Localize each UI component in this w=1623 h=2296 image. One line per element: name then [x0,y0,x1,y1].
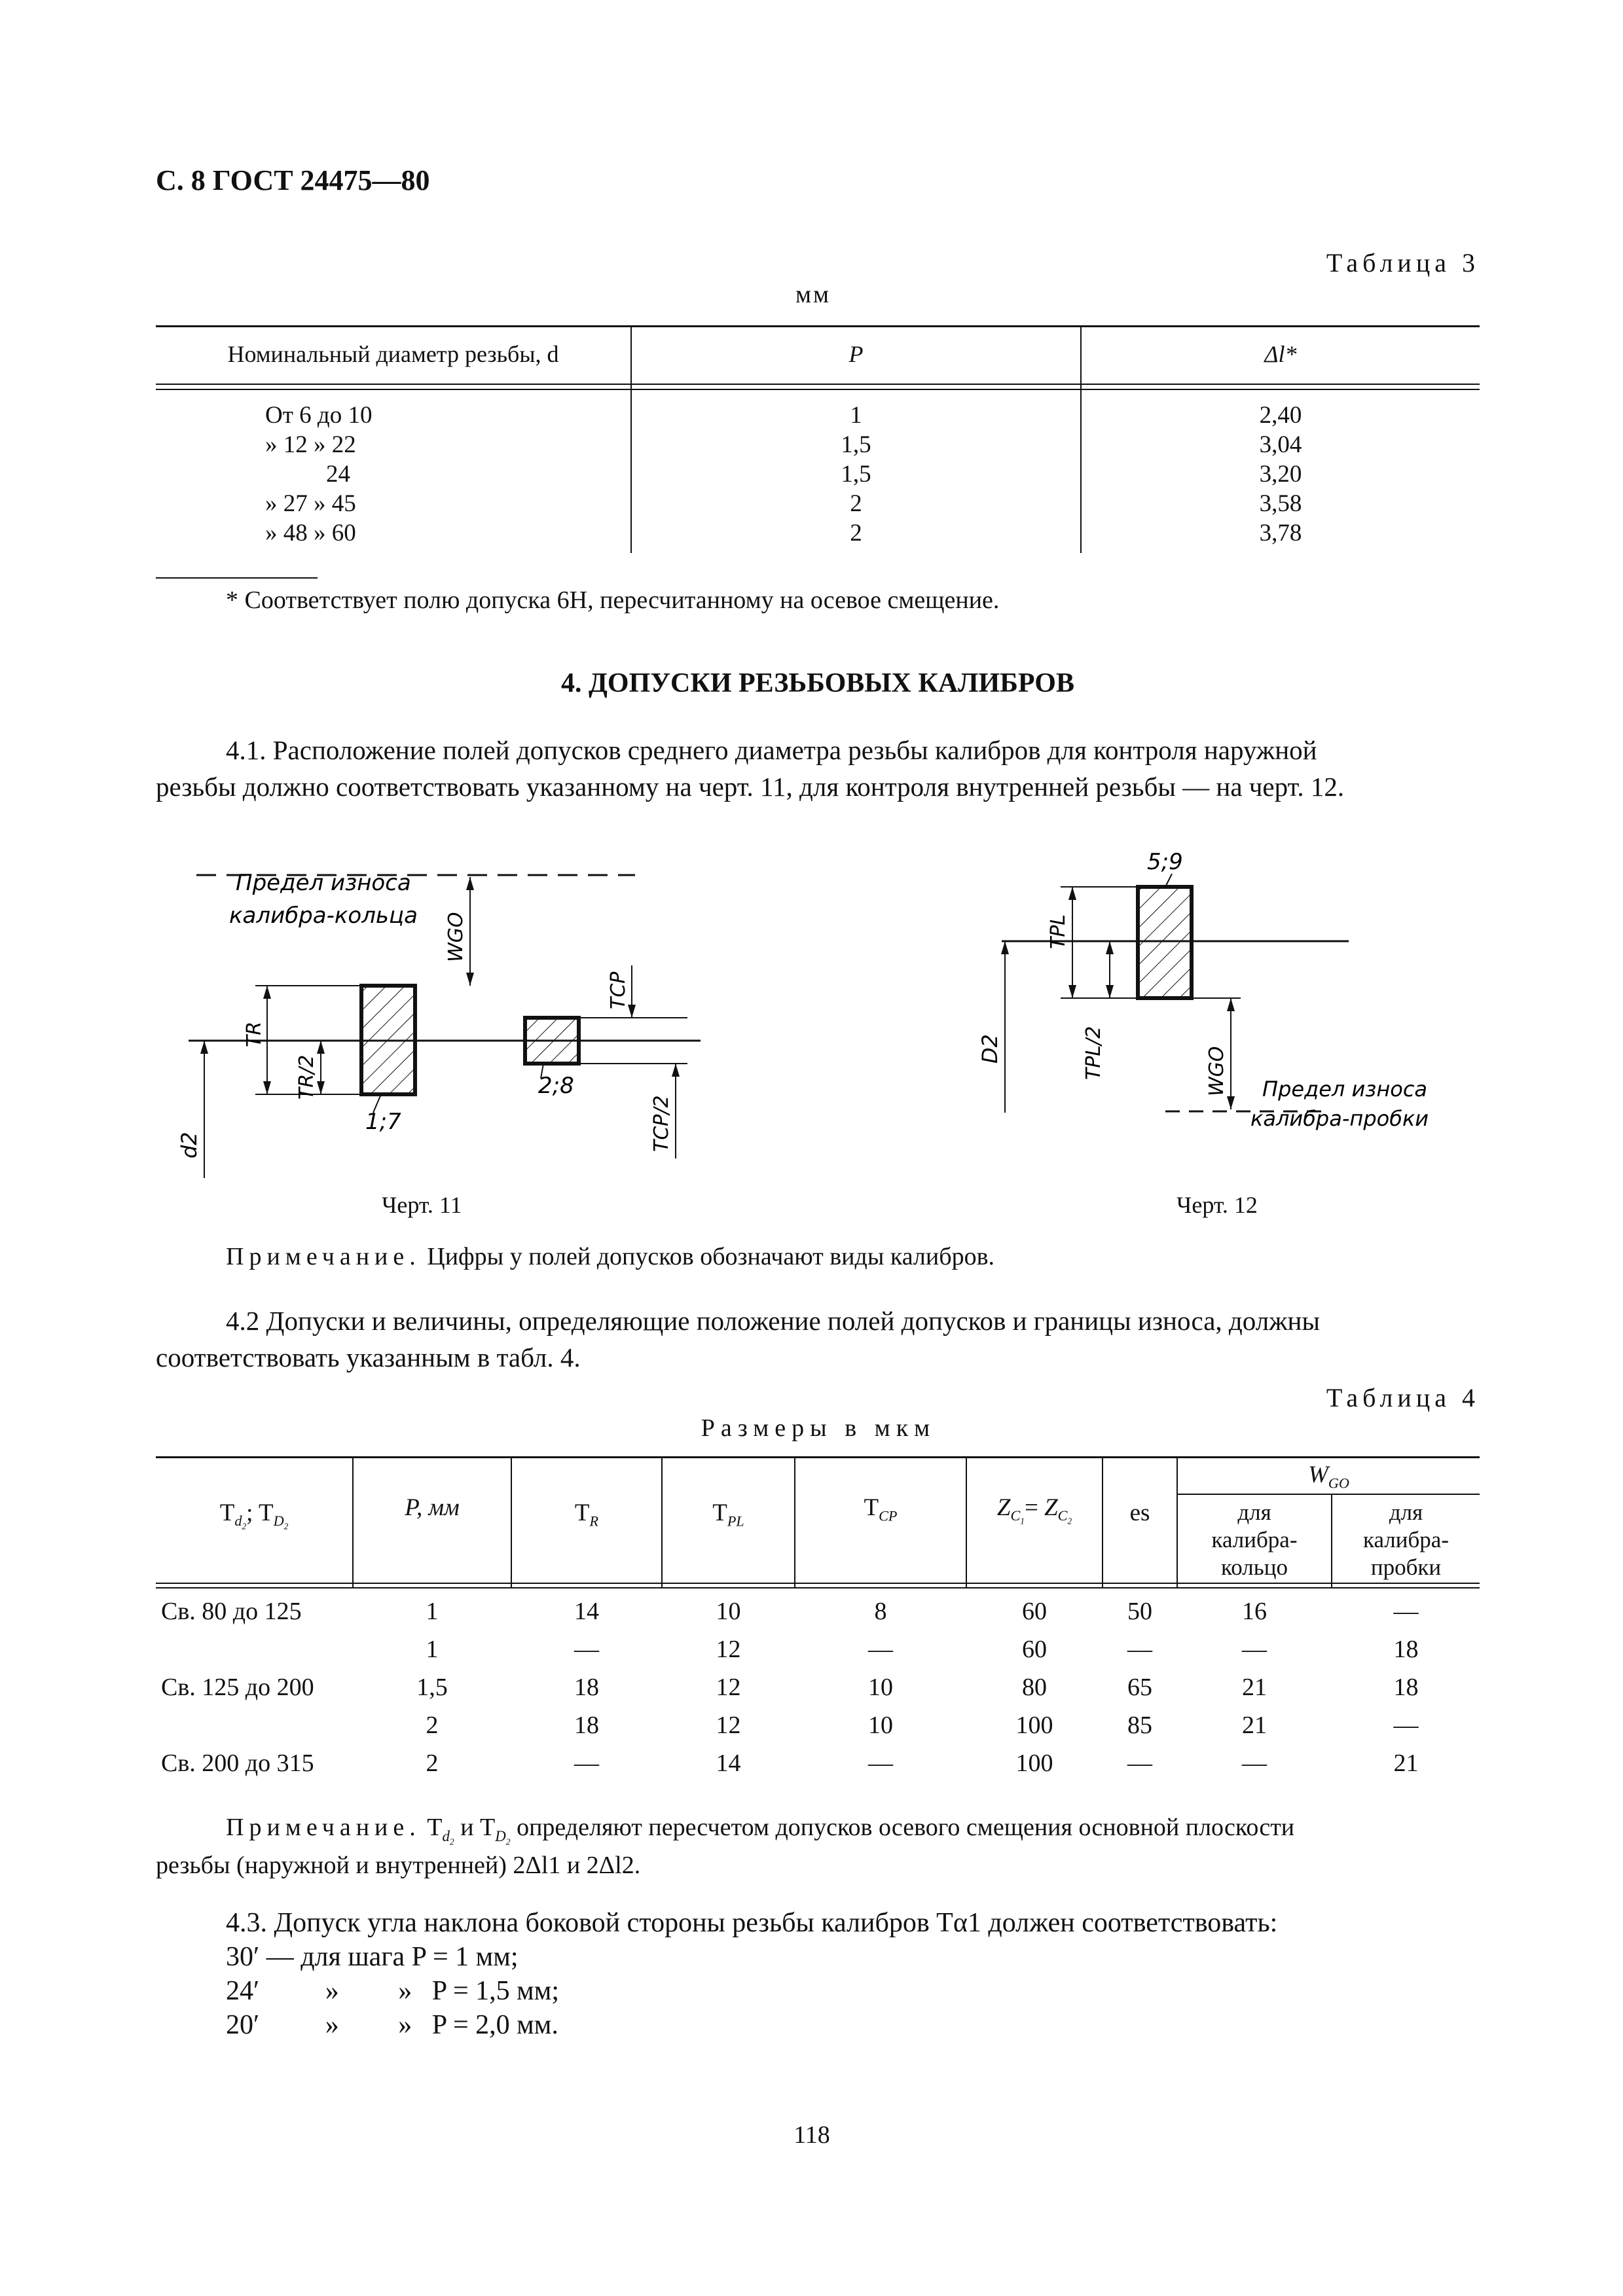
table-cell: 10 [868,1712,893,1739]
table-cell: 12 [716,1636,741,1663]
table-cell: 14 [716,1749,741,1777]
table3-dl-values [1082,401,1480,548]
table4-col-div-1 [352,1456,354,1587]
table-cell: 2 [850,520,862,547]
note1-text: Цифры у полей допусков обозначают виды калибров. [427,1243,995,1270]
table-cell: » 12 » 22 [265,431,356,458]
p43-line4 [226,2007,558,2043]
table-cell: 100 [1015,1749,1053,1777]
p43-line4-angle: 20′ [226,2010,260,2040]
table-cell: 24 [326,461,350,488]
fig11-tr2-label: TR/2 [295,1054,318,1100]
arrow-icon [1106,985,1114,998]
table4-header-td: $T_{d_2}$; $T_{D_2}$ [219,1499,289,1532]
fig11-tr-label: TR [243,1021,266,1047]
table3-ranges [249,401,445,548]
table-cell: 18 [574,1712,599,1739]
table-cell: 2 [426,1712,439,1739]
table-cell: — [1393,1712,1419,1739]
table4-header-plug [1332,1499,1480,1581]
arrow-icon [1227,998,1235,1011]
p43-line3-angle: 24′ [226,1976,260,2006]
table-cell: 65 [1127,1674,1152,1701]
arrow-icon [263,986,271,999]
table-cell: 1 [850,402,862,429]
fig11-field-ring [361,986,415,1094]
table-cell: 1 [426,1636,439,1663]
table3-caption: Таблица 3 [1326,248,1480,278]
table-cell: » 48 » 60 [265,520,356,547]
table-cell: кольцо [1221,1554,1288,1580]
table-cell: 12 [716,1712,741,1739]
fig12-wear-label-line1: Предел износа [1262,1077,1428,1102]
arrow-icon [672,1064,680,1077]
arrow-icon [466,877,474,890]
fig12-tpl-label: TPL [1047,914,1070,949]
note2-line2: резьбы (наружной и внутренней) 2Δl1 и 2Δl2. [156,1852,641,1879]
p43-line3-rest: P = 1,5 мм; [431,1976,559,2006]
fig12-wear-label-line2: калибра-пробки [1250,1106,1429,1131]
note2-text: определяют пересчетом допусков осевого смещения основной плоскости [517,1814,1295,1841]
table-cell: Св. 80 до 125 [161,1598,302,1625]
p43-line1: 4.3. Допуск угла наклона боковой стороны резьбы калибров Tα1 должен соответствовать: [226,1908,1278,1938]
fig11-tcp2-label: TCP/2 [650,1095,673,1152]
table-cell: — [1393,1598,1419,1625]
table-cell: 3,78 [1259,520,1302,547]
arrow-icon [263,1081,271,1094]
ditto-mark: » [325,1976,339,2006]
table-cell: 8 [874,1598,887,1625]
table-cell: 2 [426,1749,439,1777]
fig11-field-check [525,1018,579,1064]
p43-line3 [226,1973,559,2009]
table-cell: для [1237,1499,1271,1525]
table-cell: — [574,1749,599,1777]
table-cell: 14 [574,1598,599,1625]
table-cell: 18 [1393,1674,1419,1701]
arrow-icon [1227,1096,1235,1109]
arrow-icon [1001,941,1009,954]
fig12-wgo-label: WGO [1205,1046,1228,1096]
table4-wgo-rule [1176,1494,1480,1495]
fig11-wgo-label: WGO [445,912,467,962]
table-cell: » 27 » 45 [265,490,356,517]
table4-unit: Размеры в мкм [701,1414,936,1442]
table-cell: 21 [1242,1674,1267,1701]
arrow-icon [466,973,474,986]
table4-header-p: P, мм [405,1494,460,1521]
table-cell: — [1127,1636,1152,1663]
fig11-tcp-label: TCP [607,971,630,1009]
table-cell: — [868,1749,893,1777]
arrow-icon [1068,985,1076,998]
table4-header-rule-b [156,1587,1480,1588]
table3-header-diameter: Номинальный диаметр резьбы, d [227,341,559,367]
p41-line2: резьбы должно соответствовать указанному на черт. 11, для контроля внутренней резьбы — на черт. 12. [156,772,1345,802]
table-cell: 16 [1242,1598,1267,1625]
fig12-field-plug [1138,887,1192,998]
p42-line1: 4.2 Допуски и величины, определяющие положение полей допусков и границы износа, должны [226,1306,1321,1336]
table-cell: 2,40 [1259,402,1302,429]
table-cell: 3,04 [1259,431,1302,458]
page-header: С. 8 ГОСТ 24475—80 [156,164,430,196]
p43-line4-rest: P = 2,0 мм. [431,2010,558,2040]
p42-line2: соответствовать указанным в табл. 4. [156,1342,581,1372]
table3-header-rule-a [156,384,1480,385]
table4-top-rule [156,1456,1480,1458]
fig11-caption: Черт. 11 [382,1192,462,1218]
table-cell: От 6 до 10 [265,402,373,429]
table4-header-es: es [1129,1499,1150,1526]
fig11-diagram [151,851,871,1217]
table3-p-values [632,401,1080,548]
p41-line1: 4.1. Расположение полей допусков среднего диаметра резьбы калибров для контроля наружной [226,735,1317,765]
table4-header-tpl: $T_{PL}$ [712,1499,744,1530]
table-cell: 18 [1393,1636,1419,1663]
fig11-field2-label: 2;8 [538,1073,574,1099]
table-cell: 85 [1127,1712,1152,1739]
footnote-rule [156,577,318,579]
table-cell: калибра- [1362,1527,1449,1552]
table-cell: 3,58 [1259,490,1302,517]
table4-header-tr: $T_R$ [574,1499,599,1530]
table-cell: 21 [1242,1712,1267,1739]
fig11-wear-label-line2: калибра-кольца [229,903,418,929]
fig11-wear-label-line1: Предел износа [236,870,411,896]
table-cell: 60 [1022,1598,1047,1625]
fig12-field-label: 5;9 [1147,849,1183,875]
fig11-d2-label: d2 [177,1132,202,1158]
table-cell: 12 [716,1674,741,1701]
arrow-icon [1068,887,1076,900]
table-cell: — [1127,1749,1152,1777]
page-number: 118 [793,2121,830,2149]
table-cell: 18 [574,1674,599,1701]
table4-header-rule-a [156,1583,1480,1584]
table4-header-tcp: $T_{CP}$ [864,1494,898,1524]
table-cell: 100 [1015,1712,1053,1739]
table-cell: 2 [850,490,862,517]
table3-unit: мм [795,281,831,308]
arrow-icon [317,1041,325,1054]
table-cell: 10 [716,1598,741,1625]
table4-header-ring [1178,1499,1331,1581]
table-cell: 1,5 [841,431,871,458]
table-cell: 1,5 [841,461,871,488]
table-cell: — [1242,1749,1267,1777]
table-cell: 60 [1022,1636,1047,1663]
table4-header-zc: $Z_{C_1}= Z_{C_2}$ [996,1494,1072,1526]
note1-label: Примечание. [226,1243,421,1270]
table-cell: для [1389,1499,1423,1525]
table-cell: — [868,1636,893,1663]
fig12-D2-label: D2 [977,1034,1002,1064]
ditto-mark: » [398,2010,412,2040]
table3-header-dl: Δl* [1264,341,1297,367]
table-cell: — [1242,1636,1267,1663]
table3-footnote: * Соответствует полю допуска 6Н, пересчитанному на осевое смещение. [226,586,1000,614]
table-cell: 1,5 [416,1674,448,1701]
note2-label: Примечание. [226,1814,421,1841]
fig12-caption: Черт. 12 [1176,1192,1258,1218]
table3-header-rule-b [156,389,1480,390]
arrow-icon [1106,941,1114,954]
table-cell: 21 [1393,1749,1419,1777]
p43-line2: 30′ — для шага P = 1 мм; [226,1942,519,1972]
fig11-field1-label: 1;7 [365,1109,401,1135]
table3-top-rule [156,325,1480,327]
arrow-icon [200,1041,208,1054]
fig12-tpl2-label: TPL/2 [1082,1026,1105,1080]
fig12-diagram [969,838,1480,1178]
table-cell: 10 [868,1674,893,1701]
table3-header-p: P [848,341,864,367]
table-cell: 1 [426,1598,439,1625]
table-cell: Св. 200 до 315 [161,1749,314,1777]
table-cell: — [574,1636,599,1663]
table-cell: 80 [1022,1674,1047,1701]
table-cell: 50 [1127,1598,1152,1625]
table4-caption: Таблица 4 [1326,1383,1480,1412]
table4-header-wgo: $W_{GO}$ [1308,1462,1349,1492]
table-cell: пробки [1370,1554,1442,1580]
table-cell: калибра- [1211,1527,1298,1552]
table-cell: 3,20 [1259,461,1302,488]
table-cell: Св. 125 до 200 [161,1674,314,1701]
ditto-mark: » [398,1976,412,2006]
ditto-mark: » [325,2010,339,2040]
note1 [226,1242,994,1271]
note2: Примечание. $T_{d_2}$ и $T_{D_2}$ определяют пересчетом допусков осевого смещения основной плоскости [226,1814,1295,1847]
section4-title: 4. ДОПУСКИ РЕЗЬБОВЫХ КАЛИБРОВ [561,668,1074,698]
